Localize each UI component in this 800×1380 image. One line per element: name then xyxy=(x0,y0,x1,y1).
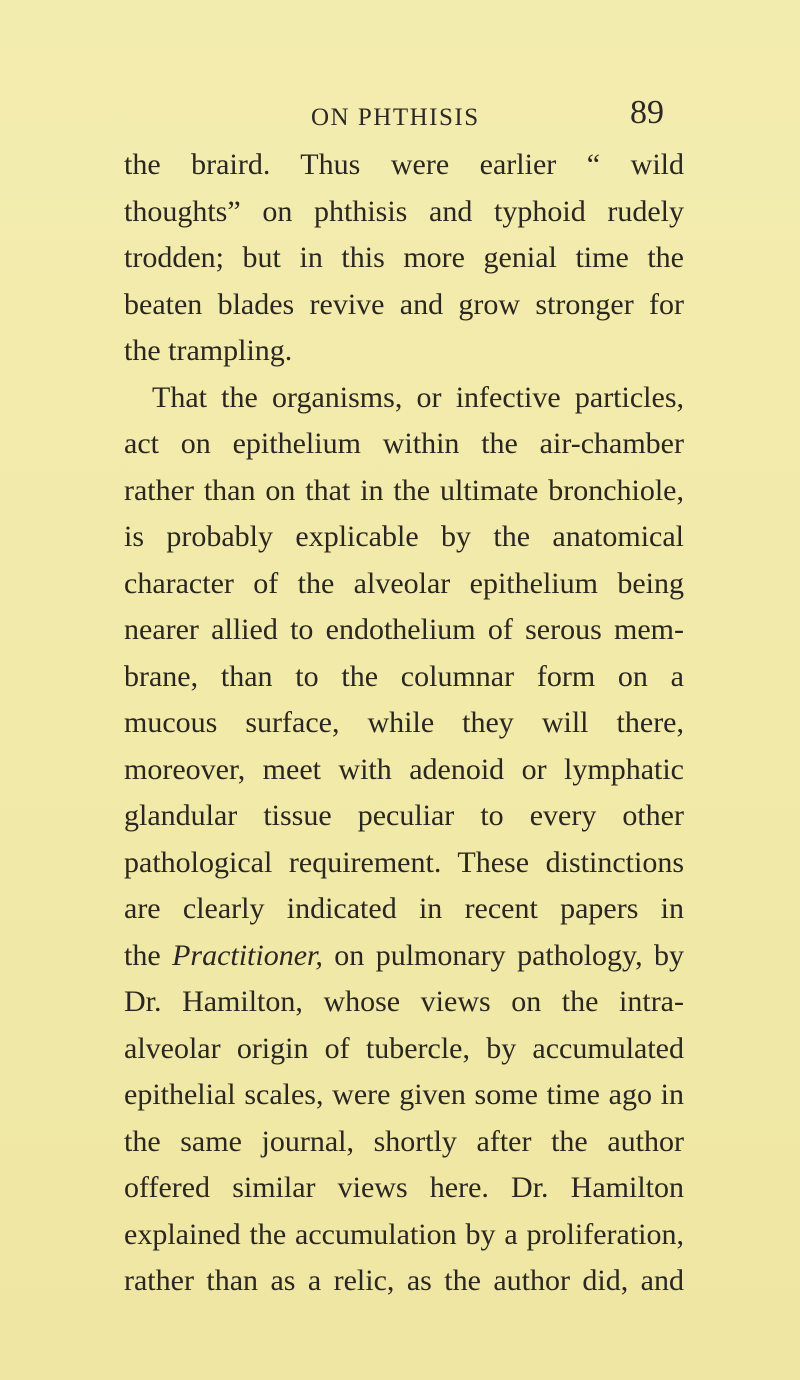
paragraph-start-line: That the organisms, or infective particles, xyxy=(152,380,684,414)
text-line: moreover, meet with adenoid or lymphatic xyxy=(124,752,684,786)
text-line: Dr. Hamilton, whose views on the intra- xyxy=(124,985,684,1018)
text-line-with-italic xyxy=(124,933,684,980)
journal-title-italic: Practitioner, xyxy=(172,938,323,972)
running-head xyxy=(0,94,800,140)
text-line: alveolar origin of tubercle, by accumulated xyxy=(124,1031,684,1065)
text-line: is probably explicable by the anatomical xyxy=(124,520,684,553)
text-line: character of the alveolar epithelium being xyxy=(124,566,684,600)
text-line: pathological requirement. These distinctions xyxy=(124,845,684,879)
text-line: the same journal, shortly after the author xyxy=(124,1124,684,1158)
text-line: are clearly indicated in recent papers in xyxy=(124,892,684,925)
text-segment: the xyxy=(124,938,173,972)
running-title: ON PHTHISIS xyxy=(311,104,480,131)
page-number: 89 xyxy=(630,94,664,131)
text-line: offered similar views here. Dr. Hamilton xyxy=(124,1171,684,1204)
text-line: brane, than to the columnar form on a xyxy=(124,659,684,693)
text-line: nearer allied to endothelium of serous mem- xyxy=(124,613,684,646)
text-line: trodden; but in this more genial time the xyxy=(124,241,684,274)
text-line: rather than on that in the ultimate bronchiole, xyxy=(124,473,684,507)
text-line: explained the accumulation by a proliferation, xyxy=(124,1217,684,1251)
text-line: act on epithelium within the air-chamber xyxy=(124,427,684,460)
text-line: thoughts” on phthisis and typhoid rudely xyxy=(124,194,684,228)
text-line: the trampling. xyxy=(124,334,293,367)
text-line: mucous surface, while they will there, xyxy=(124,706,684,739)
text-segment: on pulmonary pathology, by xyxy=(322,938,685,972)
text-line: rather than as a relic, as the author did, and xyxy=(124,1264,684,1297)
text-line: epithelial scales, were given some time ago in xyxy=(124,1078,684,1111)
text-line: the braird. Thus were earlier “ wild xyxy=(124,148,684,181)
body-text xyxy=(124,142,684,1305)
text-line: beaten blades revive and grow stronger for xyxy=(124,287,684,321)
text-line: glandular tissue peculiar to every other xyxy=(124,799,684,832)
